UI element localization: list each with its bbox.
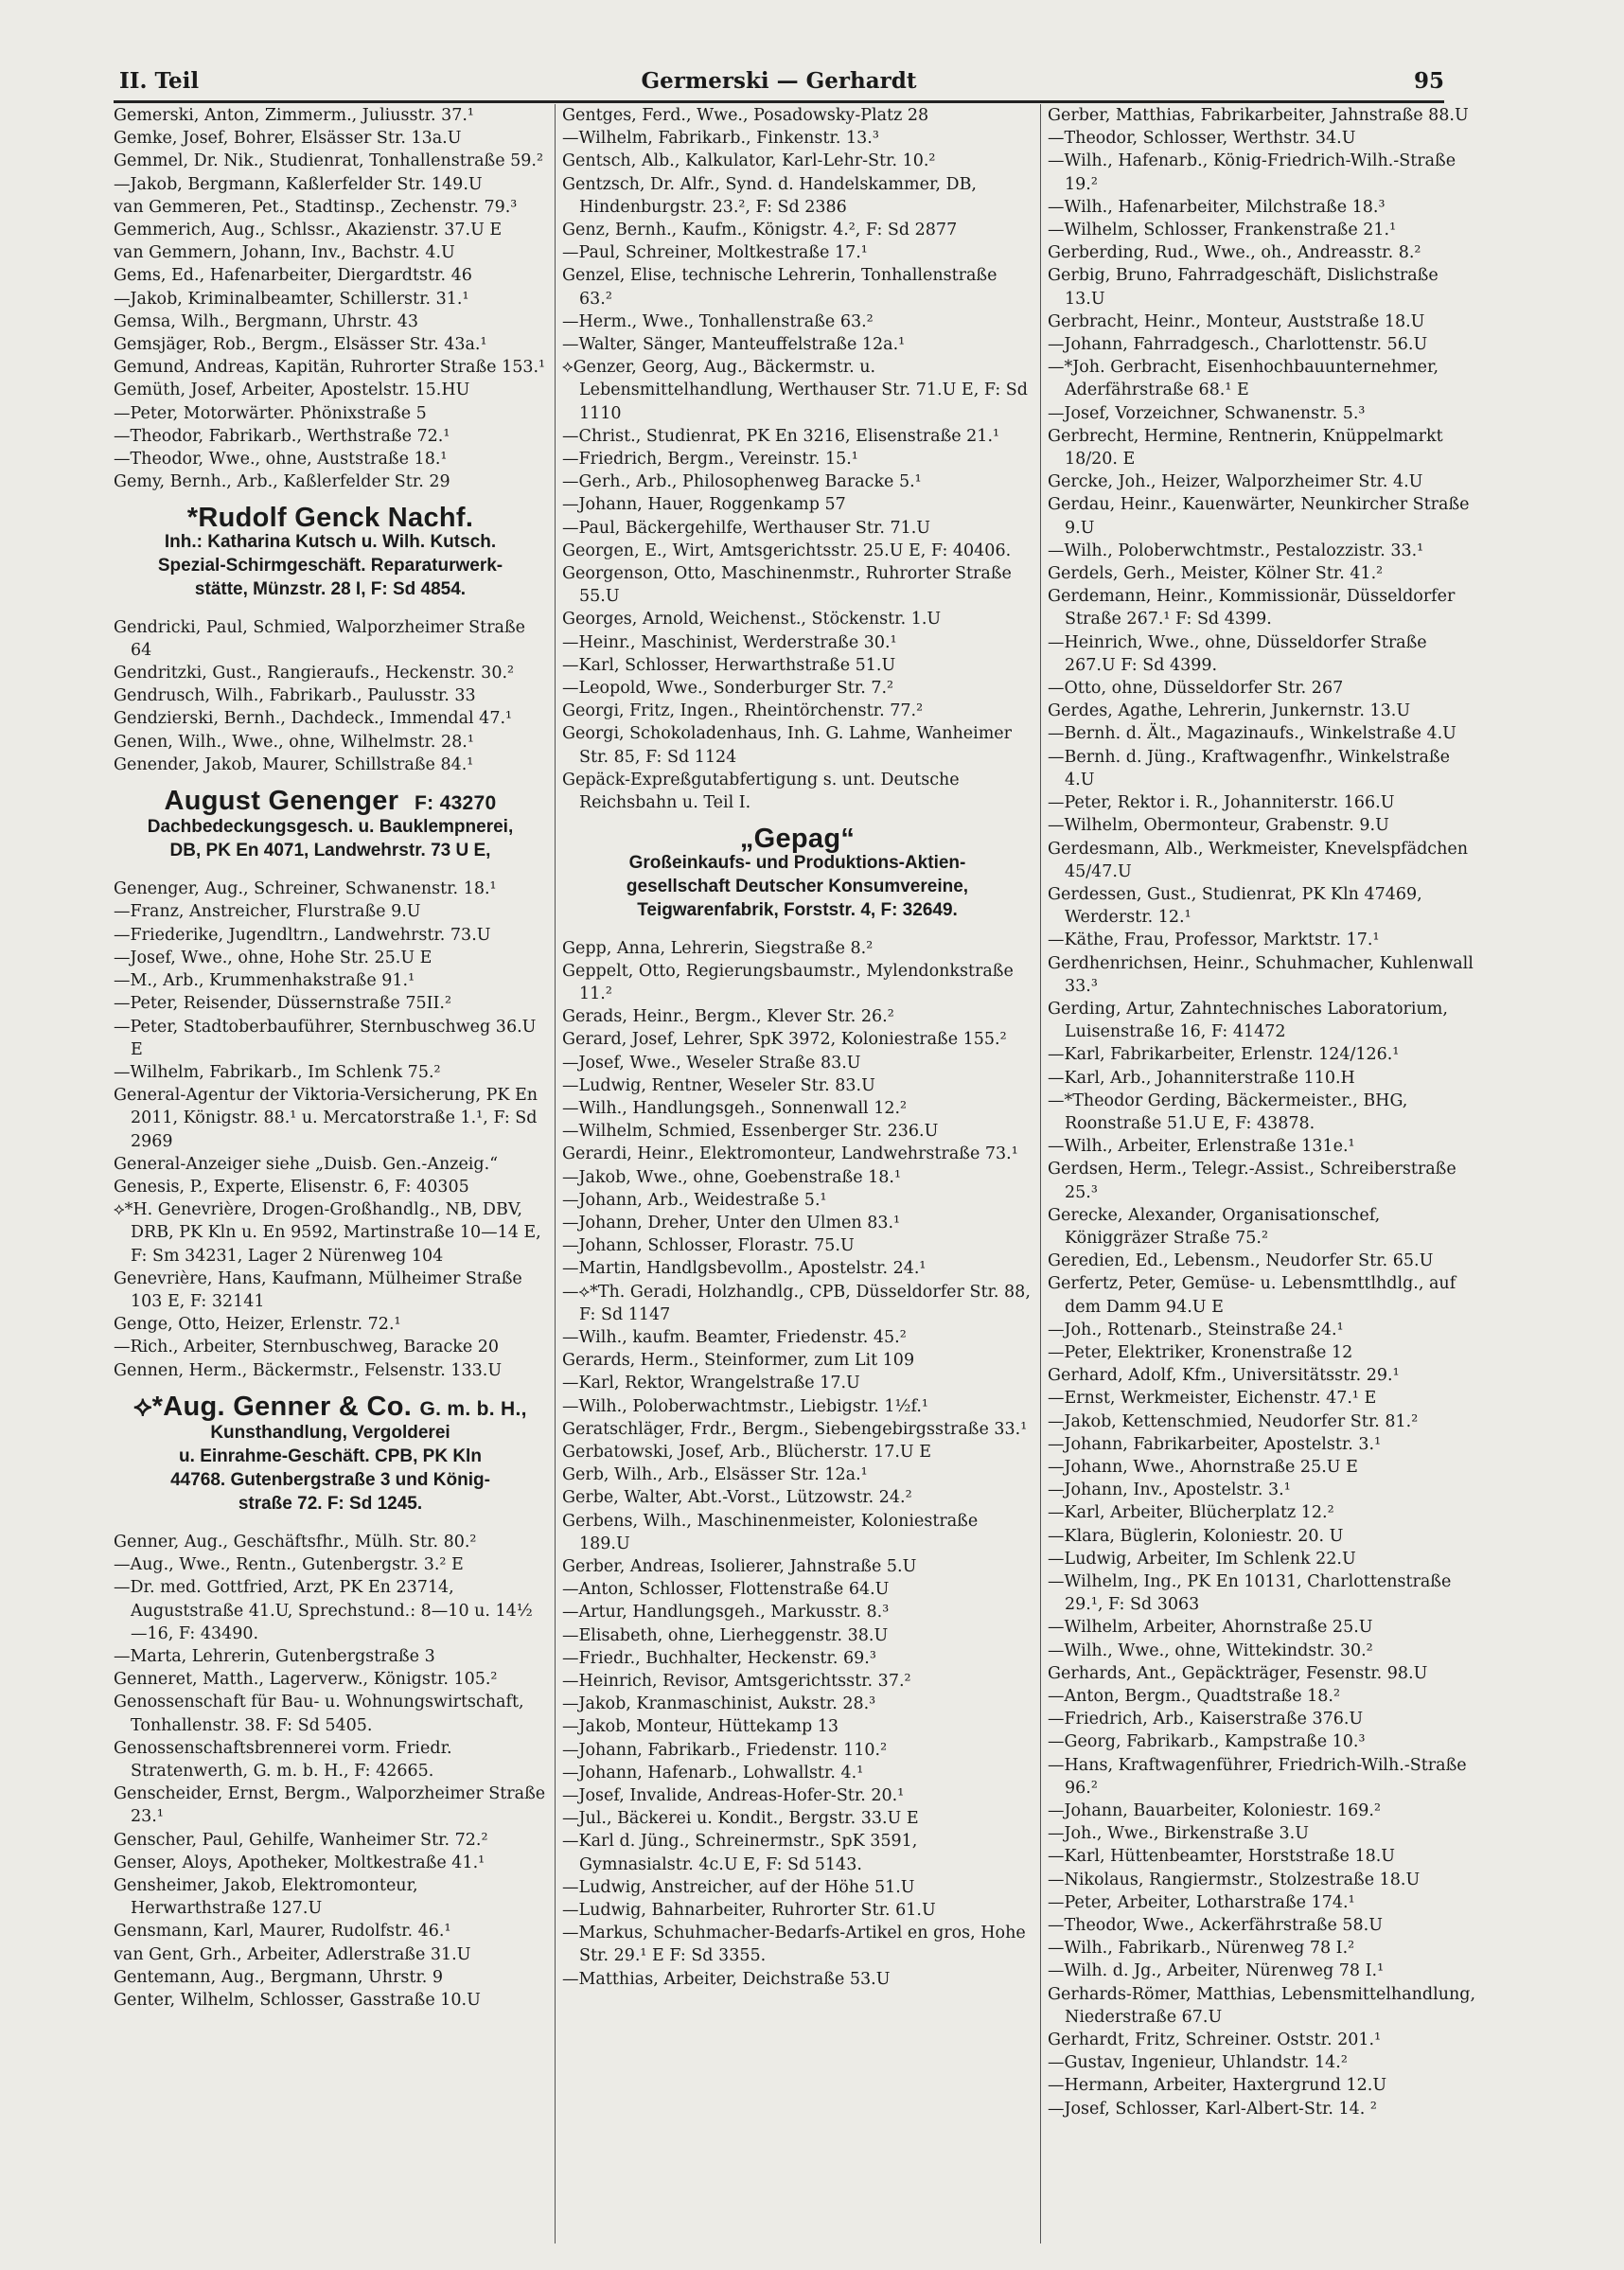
directory-entry: Geratschläger, Frdr., Bergm., Siebengebirgsstraße 33.¹	[562, 1419, 1028, 1439]
directory-entry: —Karl, Arb., Johanniterstraße 110.H	[1048, 1068, 1355, 1088]
column-divider	[555, 104, 556, 2243]
directory-entry: —Johann, Arb., Weidestraße 5.¹	[562, 1190, 827, 1210]
directory-entry: Gerdes, Agathe, Lehrerin, Junkernstr. 13.U	[1048, 701, 1411, 721]
directory-entry: Gendzierski, Bernh., Dachdeck., Immendal 47.¹	[114, 709, 513, 729]
directory-entry: —Martin, Handlgsbevollm., Apostelstr. 24.¹	[562, 1259, 927, 1279]
directory-entry: —Wilh., Hafenarb., König-Friedrich-Wilh.-Straße 19.²	[1048, 151, 1461, 194]
ad-line: u. Einrahme-Geschäft. CPB, PK Kln	[179, 1445, 482, 1466]
directory-entry: —Friederike, Jugendltrn., Landwehrstr. 73.U	[114, 925, 491, 945]
directory-entry: —Jakob, Monteur, Hüttekamp 13	[562, 1717, 838, 1737]
ad-line: Großeinkaufs- und Produktions-Aktien-	[628, 852, 966, 873]
directory-entry: —Heinrich, Wwe., ohne, Düsseldorfer Straße 267.U F: Sd 4399.	[1048, 632, 1433, 675]
ad-line: gesellschaft Deutscher Konsumvereine,	[626, 876, 969, 896]
entry-list	[1048, 104, 1481, 2120]
ad-title: ⟡*Aug. Genner & Co.	[133, 1391, 413, 1422]
ad-line: Teigwarenfabrik, Forststr. 4, F: 32649.	[637, 899, 958, 920]
directory-entry: Gerber, Matthias, Fabrikarbeiter, Jahnstraße 88.U	[1048, 106, 1469, 125]
directory-entry: —Wilhelm, Fabrikarb., Finkenstr. 13.³	[562, 129, 879, 149]
directory-entry: —Artur, Handlungsgeh., Markusstr. 8.³	[562, 1603, 890, 1623]
directory-entry: Gemüth, Josef, Arbeiter, Apostelstr. 15.HU	[114, 381, 470, 400]
entry-list	[114, 878, 547, 1381]
directory-entry: —Wilh., Poloberwchtmstr., Pestalozzistr. 33.¹	[1048, 541, 1424, 560]
directory-entry: —Peter, Elektriker, Kronenstraße 12	[1048, 1342, 1353, 1362]
directory-entry: —Friedr., Buchhalter, Heckenstr. 69.³	[562, 1648, 876, 1668]
directory-entry: Gerberding, Rud., Wwe., oh., Andreasstr. 8.²	[1048, 243, 1421, 263]
directory-entry: Gemsjäger, Rob., Bergm., Elsässer Str. 43a.¹	[114, 335, 487, 355]
directory-entry: —Josef, Invalide, Andreas-Hofer-Str. 20.¹	[562, 1786, 905, 1806]
directory-entry: Genzel, Elise, technische Lehrerin, Tonhallenstraße 63.²	[562, 266, 1003, 309]
directory-entry: Geredien, Ed., Lebensm., Neudorfer Str. 65.U	[1048, 1251, 1434, 1271]
directory-entry: —Jakob, Kranmaschinist, Aukstr. 28.³	[562, 1694, 876, 1714]
directory-entry: Gemy, Bernh., Arb., Kaßlerfelder Str. 29	[114, 472, 450, 492]
directory-entry: van Gent, Grh., Arbeiter, Adlerstraße 31.U	[114, 1944, 471, 1964]
directory-entry: Gerding, Artur, Zahntechnisches Laboratorium, Luisenstraße 16, F: 41472	[1048, 999, 1454, 1042]
directory-entry: General-Anzeiger siehe „Duisb. Gen.-Anzeig.“	[114, 1154, 499, 1174]
directory-entry: —Johann, Schlosser, Florastr. 75.U	[562, 1236, 855, 1256]
directory-entry: —Peter, Reisender, Düssernstraße 75II.²	[114, 994, 452, 1014]
directory-entry: Genter, Wilhelm, Schlosser, Gasstraße 10.U	[114, 1991, 481, 2011]
directory-entry: Gentges, Ferd., Wwe., Posadowsky-Platz 28	[562, 106, 929, 125]
directory-entry: —*Joh. Gerbracht, Eisenhochbauunternehmer, Aderfährstraße 68.¹ E	[1048, 358, 1444, 400]
directory-entry: —Hans, Kraftwagenführer, Friedrich-Wilh.-Straße 96.²	[1048, 1755, 1473, 1798]
directory-entry: —Bernh. d. Jüng., Kraftwagenfhr., Winkelstraße 4.U	[1048, 747, 1456, 789]
directory-entry: —Jakob, Wwe., ohne, Goebenstraße 18.¹	[562, 1167, 901, 1187]
directory-entry: Gendritzki, Gust., Rangieraufs., Heckenstr. 30.²	[114, 664, 515, 683]
advertisement-genner	[114, 1391, 547, 1516]
page-header	[114, 62, 1444, 103]
directory-entry: Gensheimer, Jakob, Elektromonteur, Herwarthstraße 127.U	[114, 1876, 424, 1919]
directory-entry: —Wilh. d. Jg., Arbeiter, Nürenweg 78 I.¹	[1048, 1961, 1385, 1981]
directory-entry: Gennen, Herm., Bäckermstr., Felsenstr. 133.U	[114, 1360, 503, 1380]
directory-entry: Genender, Jakob, Maurer, Schillstraße 84.¹	[114, 754, 474, 774]
directory-entry: —Rich., Arbeiter, Sternbuschweg, Baracke 20	[114, 1338, 500, 1357]
directory-entry: Gerhard, Adolf, Kfm., Universitätsstr. 29.¹	[1048, 1366, 1400, 1386]
directory-entry: Gentsch, Alb., Kalkulator, Karl-Lehr-Str. 10.²	[562, 151, 936, 171]
directory-entry: —Karl d. Jüng., Schreinermstr., SpK 3591, Gymnasialstr. 4c.U E, F: Sd 5143.	[562, 1832, 923, 1874]
directory-entry: —Ludwig, Rentner, Weseler Str. 83.U	[562, 1075, 875, 1095]
directory-entry: Gendrusch, Wilh., Fabrikarb., Paulusstr. 33	[114, 686, 476, 706]
directory-entry: Gerdhenrichsen, Heinr., Schuhmacher, Kuhlenwall 33.³	[1048, 953, 1479, 996]
directory-entry: —Theodor, Wwe., Ackerfährstraße 58.U	[1048, 1916, 1383, 1936]
directory-entry: Genevrière, Hans, Kaufmann, Mülheimer Straße 103 E, F: 32141	[114, 1268, 528, 1311]
directory-entry: —Theodor, Fabrikarb., Werthstraße 72.¹	[114, 426, 450, 446]
directory-entry: Gerhardt, Fritz, Schreiner. Oststr. 201.¹	[1048, 2031, 1382, 2050]
directory-entry: —Christ., Studienrat, PK En 3216, Elisenstraße 21.¹	[562, 426, 1000, 446]
directory-entry: —Johann, Fabrikarbeiter, Apostelstr. 3.¹	[1048, 1434, 1382, 1454]
directory-entry: —Nikolaus, Rangiermstr., Stolzestraße 18.U	[1048, 1870, 1421, 1889]
directory-entry: van Gemmeren, Pet., Stadtinsp., Zechenstr. 79.³	[114, 197, 518, 217]
directory-entry: Gerber, Andreas, Isolierer, Jahnstraße 5.U	[562, 1556, 917, 1576]
directory-entry: —Friedrich, Bergm., Vereinstr. 15.¹	[562, 450, 858, 470]
directory-entry: Gerards, Herm., Steinformer, zum Lit 109	[562, 1351, 915, 1371]
directory-entry: —Dr. med. Gottfried, Arzt, PK En 23714, Auguststraße 41.U, Sprechstund.: 8—10 u. 14½—16, F: 43490.	[114, 1578, 533, 1643]
directory-entry: Gerdau, Heinr., Kauenwärter, Neunkircher Straße 9.U	[1048, 495, 1475, 538]
directory-entry: Genser, Aloys, Apotheker, Moltkestraße 41.¹	[114, 1853, 485, 1872]
directory-entry: Gerbracht, Heinr., Monteur, Auststraße 18.U	[1048, 311, 1425, 331]
directory-entry: —Peter, Arbeiter, Lotharstraße 174.¹	[1048, 1892, 1355, 1912]
column-1	[114, 104, 551, 2243]
directory-entry: —Wilhelm, Schmied, Essenberger Str. 236.U	[562, 1122, 939, 1142]
directory-entry: Gemund, Andreas, Kapitän, Ruhrorter Straße 153.¹	[114, 358, 546, 378]
directory-entry: Gerdessen, Gust., Studienrat, PK Kln 47469, Werderstr. 12.¹	[1048, 884, 1428, 928]
directory-entry: Georgi, Schokoladenhaus, Inh. G. Lahme, Wanheimer Str. 85, F: Sd 1124	[562, 724, 1017, 767]
directory-entry: Gemke, Josef, Bohrer, Elsässer Str. 13a.U	[114, 129, 462, 149]
directory-entry: —Theodor, Schlosser, Werthstr. 34.U	[1048, 129, 1356, 149]
ad-line: Inh.: Katharina Kutsch u. Wilh. Kutsch.	[164, 531, 497, 552]
directory-entry: —Wilh., kaufm. Beamter, Friedenstr. 45.²	[562, 1327, 907, 1347]
directory-entry: Gerfertz, Peter, Gemüse- u. Lebensmttlhdlg., auf dem Damm 94.U E	[1048, 1274, 1461, 1317]
directory-entry: —*Theodor Gerding, Bäckermeister., BHG, Roonstraße 51.U E, F: 43878.	[1048, 1091, 1413, 1133]
advertisement-genck	[114, 503, 547, 600]
directory-entry: —Johann, Bauarbeiter, Koloniestr. 169.²	[1048, 1801, 1381, 1821]
directory-entry: —Wilhelm, Schlosser, Frankenstraße 21.¹	[1048, 221, 1397, 240]
directory-entry: Gerdesmann, Alb., Werkmeister, Knevelspfädchen 45/47.U	[1048, 839, 1474, 881]
directory-entry: —Markus, Schuhmacher-Bedarfs-Artikel en gros, Hohe Str. 29.¹ E F: Sd 3355.	[562, 1924, 1032, 1966]
directory-entry: Genesis, P., Experte, Elisenstr. 6, F: 40305	[114, 1177, 469, 1197]
directory-entry: Gerbens, Wilh., Maschinenmeister, Koloniestraße 189.U	[562, 1511, 983, 1553]
column-3	[1048, 104, 1481, 2243]
directory-entry: —Jakob, Kettenschmied, Neudorfer Str. 81.²	[1048, 1411, 1419, 1431]
directory-entry: —Wilhelm, Fabrikarb., Im Schlenk 75.²	[114, 1062, 441, 1082]
directory-entry: —Gerh., Arb., Philosophenweg Baracke 5.¹	[562, 472, 922, 492]
advertisement-genenger	[114, 786, 547, 862]
directory-entry: Genner, Aug., Geschäftsfhr., Mülh. Str. 80.²	[114, 1532, 477, 1552]
directory-entry: Geppelt, Otto, Regierungsbaumstr., Mylendonkstraße 11.²	[562, 961, 1019, 1003]
directory-entry: Gerhards, Ant., Gepäckträger, Fesenstr. 98.U	[1048, 1663, 1428, 1683]
directory-entry: —Georg, Fabrikarb., Kampstraße 10.³	[1048, 1732, 1366, 1752]
directory-entry: —M., Arb., Krummenhakstraße 91.¹	[114, 971, 415, 991]
directory-entry: Gerads, Heinr., Bergm., Klever Str. 26.²	[562, 1007, 894, 1027]
directory-entry: Gems, Ed., Hafenarbeiter, Diergardtstr. 46	[114, 266, 472, 286]
directory-entry: Georgi, Fritz, Ingen., Rheintörchenstr. 77.²	[562, 701, 924, 721]
directory-entry: —Karl, Schlosser, Herwarthstraße 51.U	[562, 655, 896, 675]
directory-entry: Genneret, Matth., Lagerverw., Königstr. 105.²	[114, 1670, 498, 1690]
directory-entry: Gerdsen, Herm., Telegr.-Assist., Schreiberstraße 25.³	[1048, 1160, 1462, 1202]
advertisement-gepag	[562, 824, 1033, 921]
directory-entry: —Walter, Sänger, Manteuffelstraße 12a.¹	[562, 335, 906, 355]
directory-entry: Gentzsch, Dr. Alfr., Synd. d. Handelskammer, DB, Hindenburgstr. 23.², F: Sd 2386	[562, 174, 982, 217]
directory-entry: —Peter, Motorwärter. Phönixstraße 5	[114, 403, 427, 423]
directory-entry: van Gemmern, Johann, Inv., Bachstr. 4.U	[114, 243, 455, 263]
directory-entry: —Jakob, Kriminalbeamter, Schillerstr. 31.¹	[114, 289, 469, 309]
directory-entry: —Klara, Büglerin, Koloniestr. 20. U	[1048, 1526, 1344, 1546]
directory-entry: Gemsa, Wilh., Bergmann, Uhrstr. 43	[114, 311, 419, 331]
ad-line: straße 72. F: Sd 1245.	[238, 1493, 423, 1514]
directory-entry: —Friedrich, Arb., Kaiserstraße 376.U	[1048, 1710, 1364, 1729]
directory-entry: Georges, Arnold, Weichenst., Stöckenstr. 1.U	[562, 610, 942, 630]
directory-entry: —Franz, Anstreicher, Flurstraße 9.U	[114, 902, 421, 922]
directory-entry: Gercke, Joh., Heizer, Walporzheimer Str. 4.U	[1048, 472, 1423, 492]
directory-entry: —Elisabeth, ohne, Lierheggenstr. 38.U	[562, 1625, 889, 1645]
directory-entry: —Aug., Wwe., Rentn., Gutenbergstr. 3.² E	[114, 1555, 464, 1575]
directory-entry: Gerbe, Walter, Abt.-Vorst., Lützowstr. 24.²	[562, 1488, 912, 1508]
column-divider	[1040, 104, 1041, 2243]
directory-entry: Gerbrecht, Hermine, Rentnerin, Knüppelmarkt 18/20. E	[1048, 426, 1449, 470]
directory-entry: Genscher, Paul, Gehilfe, Wanheimer Str. 72.²	[114, 1830, 488, 1850]
running-head: Germerski — Gerhardt	[641, 68, 917, 94]
directory-entry: Gendricki, Paul, Schmied, Walporzheimer Straße 64	[114, 617, 531, 660]
directory-entry: —Karl, Arbeiter, Blücherplatz 12.²	[1048, 1503, 1334, 1523]
directory-entry: —Josef, Wwe., ohne, Hohe Str. 25.U E	[114, 948, 432, 967]
directory-entry: Genenger, Aug., Schreiner, Schwanenstr. 18.¹	[114, 879, 497, 899]
section-label: II. Teil	[119, 68, 200, 94]
column-2	[562, 104, 1036, 2243]
directory-entry: Gemmel, Dr. Nik., Studienrat, Tonhallenstraße 59.²	[114, 151, 543, 171]
directory-entry: —Wilh., Arbeiter, Erlenstraße 131e.¹	[1048, 1137, 1355, 1157]
directory-entry: Gerardi, Heinr., Elektromonteur, Landwehrstraße 73.¹	[562, 1144, 1018, 1164]
directory-entry: Gerdels, Gerh., Meister, Kölner Str. 41.²	[1048, 564, 1384, 584]
directory-entry: —Peter, Rektor i. R., Johanniterstr. 166.U	[1048, 793, 1395, 813]
directory-entry: Gemerski, Anton, Zimmerm., Juliusstr. 37.¹	[114, 106, 474, 125]
entry-list	[114, 104, 547, 493]
directory-entry: Genge, Otto, Heizer, Erlenstr. 72.¹	[114, 1315, 401, 1335]
directory-entry: Gerard, Josef, Lehrer, SpK 3972, Koloniestraße 155.²	[562, 1030, 1007, 1050]
ad-line: DB, PK En 4071, Landwehrstr. 73 U E,	[169, 841, 491, 861]
directory-entry: General-Agentur der Viktoria-Versicherung, PK En 2011, Königstr. 88.¹ u. Mercatorstraße 1.¹, F: Sd 2969	[114, 1086, 543, 1151]
directory-entry: —Johann, Hauer, Roggenkamp 57	[562, 495, 846, 515]
ad-title: August Genenger	[164, 786, 399, 817]
directory-entry: —Bernh. d. Ält., Magazinaufs., Winkelstraße 4.U	[1048, 724, 1456, 744]
directory-entry: —Karl, Rektor, Wrangelstraße 17.U	[562, 1374, 860, 1393]
directory-entry: —Josef, Wwe., Weseler Straße 83.U	[562, 1053, 861, 1073]
directory-entry: —Johann, Inv., Apostelstr. 3.¹	[1048, 1481, 1291, 1500]
directory-entry: Gemmerich, Aug., Schlssr., Akazienstr. 37.U E	[114, 221, 503, 240]
directory-entry: Genz, Bernh., Kaufm., Königstr. 4.², F: Sd 2877	[562, 221, 958, 240]
directory-entry: Gentemann, Aug., Bergmann, Uhrstr. 9	[114, 1967, 444, 1987]
entry-list	[114, 1531, 551, 2012]
ad-line: stätte, Münzstr. 28 I, F: Sd 4854.	[194, 578, 467, 599]
directory-entry: —Herm., Wwe., Tonhallenstraße 63.²	[562, 311, 874, 331]
directory-entry: Genen, Wilh., Wwe., ohne, Wilhelmstr. 28.¹	[114, 732, 474, 752]
directory-entry: Gerdemann, Heinr., Kommissionär, Düsseldorfer Straße 267.¹ F: Sd 4399.	[1048, 587, 1460, 630]
directory-entry: —Otto, ohne, Düsseldorfer Str. 267	[1048, 679, 1344, 699]
directory-entry: —Wilhelm, Ing., PK En 10131, Charlottenstraße 29.¹, F: Sd 3063	[1048, 1572, 1456, 1615]
directory-entry: —Johann, Hafenarb., Lohwallstr. 4.¹	[562, 1763, 864, 1782]
directory-entry: —Joh., Wwe., Birkenstraße 3.U	[1048, 1824, 1309, 1844]
directory-entry: Georgenson, Otto, Maschinenmstr., Ruhrorter Straße 55.U	[562, 564, 1017, 607]
directory-entry: —Josef, Vorzeichner, Schwanenstr. 5.³	[1048, 403, 1366, 423]
directory-entry: Genossenschaftsbrennerei vorm. Friedr. Stratenwerth, G. m. b. H., F: 42665.	[114, 1738, 458, 1781]
entry-list	[114, 616, 547, 776]
ad-title-suffix: G. m. b. H.,	[419, 1397, 527, 1420]
directory-entry: —Paul, Bäckergehilfe, Werthauser Str. 71.U	[562, 518, 931, 538]
directory-entry: —Johann, Dreher, Unter den Ulmen 83.¹	[562, 1213, 901, 1233]
directory-entry: —Wilh., Poloberwachtmstr., Liebigstr. 1½f.¹	[562, 1396, 928, 1416]
directory-entry: —Ludwig, Bahnarbeiter, Ruhrorter Str. 61.U	[562, 1901, 936, 1921]
directory-entry: Gerecke, Alexander, Organisationschef, Königgräzer Straße 75.²	[1048, 1205, 1386, 1248]
directory-entry: Genscheider, Ernst, Bergm., Walporzheimer Straße 23.¹	[114, 1784, 551, 1827]
directory-entry: —Wilh., Wwe., ohne, Wittekindstr. 30.²	[1048, 1640, 1373, 1660]
directory-entry: —Anton, Bergm., Quadtstraße 18.²	[1048, 1687, 1340, 1707]
page-number: 95	[1413, 68, 1444, 94]
directory-entry: —Leopold, Wwe., Sonderburger Str. 7.²	[562, 679, 894, 699]
directory-entry: Gensmann, Karl, Maurer, Rudolfstr. 46.¹	[114, 1922, 451, 1942]
directory-entry: Gerbig, Bruno, Fahrradgeschäft, Dislichstraße 13.U	[1048, 266, 1444, 309]
directory-entry: Georgen, E., Wirt, Amtsgerichtsstr. 25.U E, F: 40406.	[562, 541, 1012, 560]
ad-line: Dachbedeckungsgesch. u. Bauklempnerei,	[147, 817, 514, 838]
directory-entry: —Ludwig, Anstreicher, auf der Höhe 51.U	[562, 1877, 915, 1897]
directory-entry: —Jakob, Bergmann, Kaßlerfelder Str. 149.U	[114, 174, 483, 194]
directory-entry: —Ludwig, Arbeiter, Im Schlenk 22.U	[1048, 1549, 1356, 1569]
directory-entry: —Matthias, Arbeiter, Deichstraße 53.U	[562, 1969, 891, 1989]
directory-entry: —Peter, Stadtoberbauführer, Sternbuschweg 36.U E	[114, 1017, 541, 1059]
directory-entry: —Heinrich, Revisor, Amtsgerichtsstr. 37.²	[562, 1672, 911, 1691]
directory-entry: —Heinr., Maschinist, Werderstraße 30.¹	[562, 632, 897, 652]
directory-entry: —Wilh., Hafenarbeiter, Milchstraße 18.³	[1048, 197, 1386, 217]
directory-entry: —Wilh., Fabrikarb., Nürenweg 78 I.²	[1048, 1939, 1355, 1959]
ad-line: 44768. Gutenbergstraße 3 und König-	[170, 1469, 490, 1490]
directory-entry: —Ernst, Werkmeister, Eichenstr. 47.¹ E	[1048, 1389, 1377, 1409]
directory-entry: —Käthe, Frau, Professor, Marktstr. 17.¹	[1048, 931, 1380, 950]
directory-entry: —Hermann, Arbeiter, Haxtergrund 12.U	[1048, 2076, 1387, 2096]
directory-entry: Gepäck-Expreßgutabfertigung s. unt. Deutsche Reichsbahn u. Teil I.	[562, 770, 965, 813]
entry-list	[562, 104, 1033, 814]
directory-entry: —Wilh., Handlungsgeh., Sonnenwall 12.²	[562, 1098, 908, 1118]
directory-entry: Gerhards-Römer, Matthias, Lebensmittelhandlung, Niederstraße 67.U	[1048, 1984, 1481, 2027]
entry-list	[562, 937, 1036, 1991]
directory-entry: —Paul, Schreiner, Moltkestraße 17.¹	[562, 243, 868, 263]
ad-title: *Rudolf Genck Nachf.	[186, 503, 474, 534]
directory-entry: —Marta, Lehrerin, Gutenbergstraße 3	[114, 1646, 435, 1666]
ad-line: Spezial-Schirmgeschäft. Reparaturwerk-	[157, 555, 503, 576]
directory-entry: —Gustav, Ingenieur, Uhlandstr. 14.²	[1048, 2053, 1348, 2073]
directory-entry: —Karl, Fabrikarbeiter, Erlenstr. 124/126.¹	[1048, 1045, 1400, 1065]
directory-entry: —Wilhelm, Arbeiter, Ahornstraße 25.U	[1048, 1618, 1373, 1638]
ad-phone: F: 43270	[415, 792, 497, 815]
directory-entry: Genossenschaft für Bau- u. Wohnungswirtschaft, Tonhallenstr. 38. F: Sd 5405.	[114, 1693, 530, 1735]
ad-title: „Gepag“	[739, 824, 856, 855]
directory-entry: —Johann, Fabrikarb., Friedenstr. 110.²	[562, 1740, 888, 1760]
directory-entry: —Jul., Bäckerei u. Kondit., Bergstr. 33.U E	[562, 1809, 919, 1829]
directory-entry: ⟡*H. Genevrière, Drogen-Großhandlg., NB, DBV, DRB, PK Kln u. En 9592, Martinstraße 10—14 E, F: Sm 34231, Lager 2 Nürenweg 104	[114, 1200, 547, 1266]
directory-entry: Gepp, Anna, Lehrerin, Siegstraße 8.²	[562, 938, 874, 958]
directory-entry: Gerbatowski, Josef, Arb., Blücherstr. 17.U E	[562, 1442, 931, 1462]
directory-entry: —Joh., Rottenarb., Steinstraße 24.¹	[1048, 1320, 1344, 1339]
directory-entry: —Josef, Schlosser, Karl-Albert-Str. 14. ²	[1048, 2099, 1377, 2119]
directory-entry: Gerb, Wilh., Arb., Elsässer Str. 12a.¹	[562, 1465, 868, 1485]
directory-entry: —Karl, Hüttenbeamter, Horststraße 18.U	[1048, 1847, 1396, 1867]
directory-entry: —Johann, Wwe., Ahornstraße 25.U E	[1048, 1457, 1358, 1477]
directory-entry: —Theodor, Wwe., ohne, Auststraße 18.¹	[114, 450, 448, 470]
directory-entry: —Anton, Schlosser, Flottenstraße 64.U	[562, 1580, 890, 1600]
directory-entry: —⟡*Th. Geradi, Holzhandlg., CPB, Düsseldorfer Str. 88, F: Sd 1147	[562, 1282, 1036, 1324]
directory-entry: —Johann, Fahrradgesch., Charlottenstr. 56.U	[1048, 335, 1428, 355]
directory-entry: ⟡Genzer, Georg, Aug., Bäckermstr. u. Lebensmittelhandlung, Werthauser Str. 71.U E, F: Sd 1110	[562, 358, 1033, 423]
directory-entry: —Wilhelm, Obermonteur, Grabenstr. 9.U	[1048, 816, 1389, 836]
ad-line: Kunsthandlung, Vergolderei	[210, 1422, 450, 1443]
